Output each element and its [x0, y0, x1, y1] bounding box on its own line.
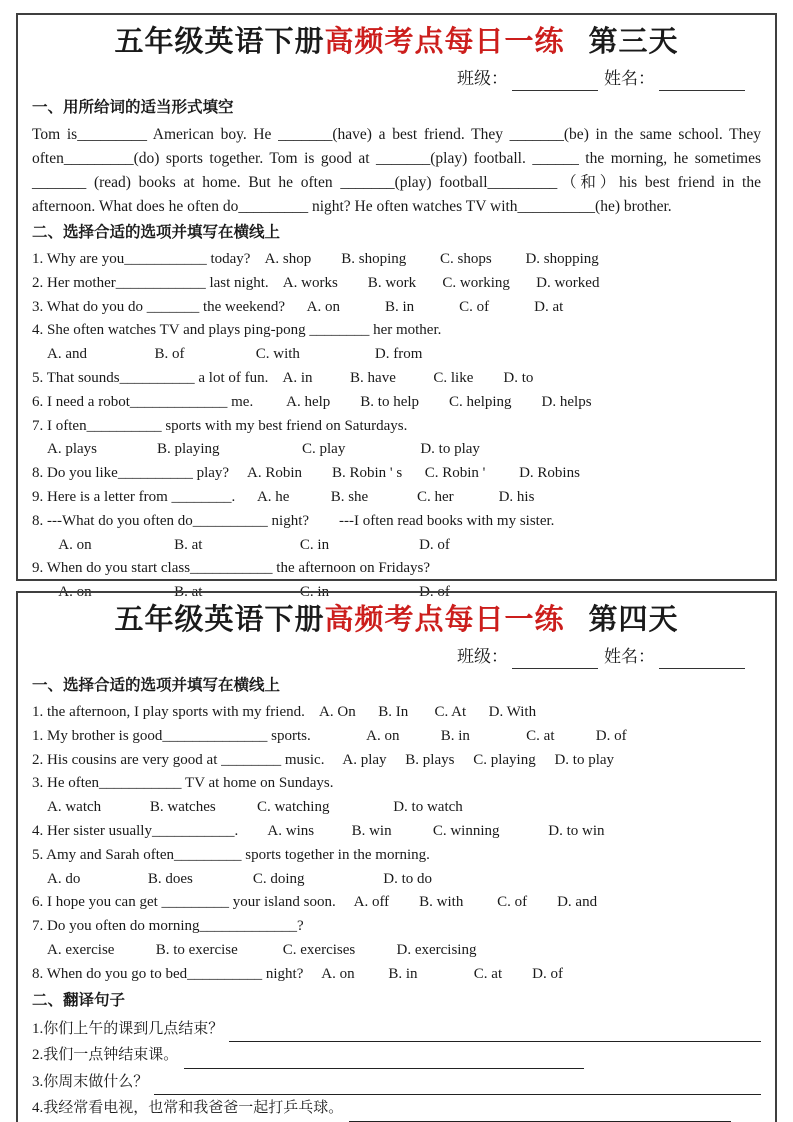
section-heading-multiple-choice: 二、选择合适的选项并填写在横线上 — [32, 224, 281, 241]
section-heading-fill-blanks: 一、用所给词的适当形式填空 — [32, 99, 234, 116]
section-heading-multiple-choice: 一、选择合适的选项并填写在横线上 — [32, 677, 281, 694]
question-line: A. on B. at C. in D. of — [32, 584, 450, 601]
name-label: 姓名： — [604, 647, 655, 666]
question-line: 4. Her sister usually___________. A. wins B. win C. winning D. to win — [32, 822, 605, 839]
title-day: 第三天 — [588, 26, 679, 58]
class-name-row — [32, 645, 761, 669]
question-line: 9. When do you start class___________ the afternoon on Fridays? — [32, 560, 430, 577]
answer-line — [229, 1021, 761, 1042]
question-line: A. do B. does C. doing D. to do — [32, 870, 433, 887]
name-blank-line — [659, 71, 745, 91]
question-line: A. plays B. playing C. play D. to play — [32, 441, 480, 458]
question-line: 2. His cousins are very good at ________ music. A. play B. plays C. playing D. to play — [32, 751, 615, 768]
translation-prompt: 1.你们上午的课到几点结束？ — [32, 1020, 224, 1037]
question-line: 4. She often watches TV and plays ping-pong ________ her mother. — [32, 322, 442, 339]
question-line: 3. What do you do _______ the weekend? A. on B. in C. of D. at — [32, 298, 564, 315]
class-blank-line — [512, 649, 598, 669]
class-label: 班级： — [457, 647, 508, 666]
name-blank-line — [659, 649, 745, 669]
question-line: 6. I hope you can get _________ your island soon. A. off B. with C. of D. and — [32, 894, 598, 911]
worksheet-page-day3 — [16, 13, 777, 601]
worksheet-page-day4 — [16, 591, 777, 1122]
title-highlight: 高频考点每日一练 — [324, 26, 565, 58]
question-line: 9. Here is a letter from ________. A. he B. she C. her D. his — [32, 488, 535, 505]
title-day: 第四天 — [588, 604, 679, 636]
question-line: 2. Her mother____________ last night. A. works B. work C. working D. worked — [32, 274, 600, 291]
class-blank-line — [512, 71, 598, 91]
translation-prompt: 4.我经常看电视，也常和我爸爸一起打乒乓球。 — [32, 1100, 344, 1117]
page-title — [32, 21, 761, 63]
translation-line — [32, 1069, 761, 1096]
question-line: 1. My brother is good______________ sports. A. on B. in C. at D. of — [32, 727, 627, 744]
question-line: A. exercise B. to exercise C. exercises D. exercising — [32, 941, 477, 958]
translation-line — [32, 1016, 761, 1043]
question-list-day4 — [32, 701, 761, 987]
question-line: 3. He often___________ TV at home on Sundays. — [32, 775, 334, 792]
question-line: 1. the afternoon, I play sports with my friend. A. On B. In C. At D. With — [32, 704, 537, 720]
translation-list — [32, 1016, 761, 1122]
translation-line — [32, 1095, 761, 1122]
question-line: 8. ---What do you often do__________ night? ---I often read books with my sister. — [32, 512, 555, 529]
question-line: 6. I need a robot_____________ me. A. help B. to help C. helping D. helps — [32, 393, 592, 410]
answer-line — [154, 1074, 761, 1095]
question-line: A. on B. at C. in D. of — [32, 536, 450, 553]
question-line: 8. When do you go to bed__________ night? A. on B. in C. at D. of — [32, 965, 563, 982]
question-line: 5. That sounds__________ a lot of fun. A. in B. have C. like D. to — [32, 369, 534, 386]
answer-line — [349, 1101, 731, 1122]
answer-line — [184, 1048, 584, 1069]
question-line: 8. Do you like__________ play? A. Robin B. Robin ' s C. Robin ' D. Robins — [32, 465, 580, 482]
cloze-paragraph: Tom is_________ American boy. He _______(have) a best friend. They _______(be) in the same school. They often_________(do) sports together. Tom is good at _______(play) football. ______ the morning, he sometimes _______ (read) books at home. But he often _______(play) football_________（和）his best friend in the afternoon. What does he often do_________ night? He often watches TV with__________(he) brother. — [32, 126, 761, 215]
question-line: A. watch B. watches C. watching D. to watch — [32, 799, 463, 816]
question-line: 7. Do you often do morning_____________? — [32, 918, 304, 935]
page-title — [32, 599, 761, 641]
class-name-row — [32, 67, 761, 91]
question-line: 1. Why are you___________ today? A. shop B. shoping C. shops D. shopping — [32, 251, 599, 267]
question-line: A. and B. of C. with D. from — [32, 346, 423, 363]
name-label: 姓名： — [604, 69, 655, 88]
translation-prompt: 2.我们一点钟结束课。 — [32, 1047, 179, 1064]
question-list-day3 — [32, 248, 761, 605]
title-prefix: 五年级英语下册 — [114, 26, 325, 58]
translation-prompt: 3.你周末做什么？ — [32, 1073, 149, 1090]
question-line: 5. Amy and Sarah often_________ sports together in the morning. — [32, 846, 430, 863]
translation-line — [32, 1042, 761, 1069]
class-label: 班级： — [457, 69, 508, 88]
title-prefix: 五年级英语下册 — [114, 604, 325, 636]
question-line: 7. I often__________ sports with my best friend on Saturdays. — [32, 417, 408, 434]
section-heading-translation: 二、翻译句子 — [32, 991, 126, 1009]
title-highlight: 高频考点每日一练 — [324, 604, 565, 636]
